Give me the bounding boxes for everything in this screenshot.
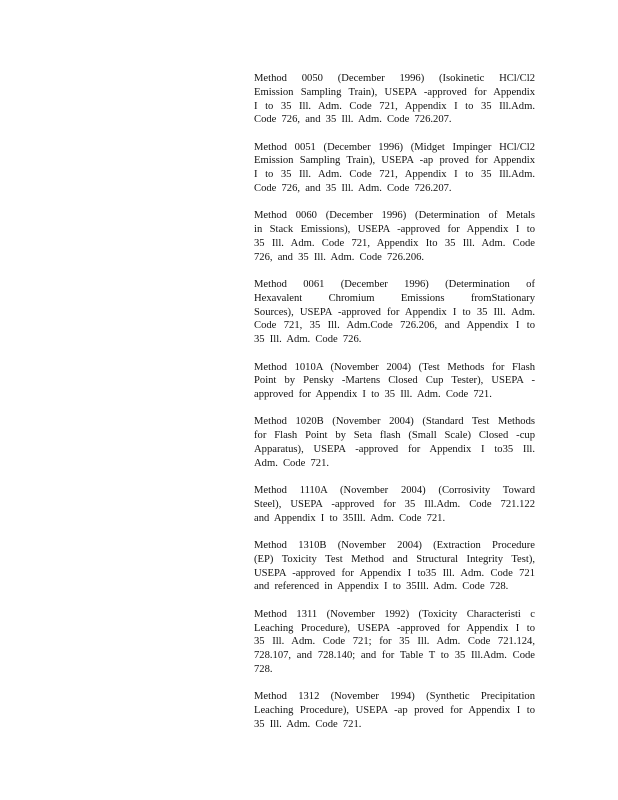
method-entry-0060: [254, 209, 535, 264]
entry-line: approved for Appendix I to 35 Ill. Adm. Code 721.: [254, 389, 492, 401]
entry-line: for Flash Point by Seta flash (Small Scale) Closed -cup: [254, 430, 535, 442]
entry-line: Method 1020B (November 2004) (Standard Test Methods: [254, 416, 535, 428]
entry-line: 35 Ill. Adm. Code 721, Appendix Ito 35 Ill. Adm. Code: [254, 237, 535, 249]
entry-line: USEPA -approved for Appendix I to35 Ill. Adm. Code 721: [254, 567, 535, 579]
entry-line: in Stack Emissions), USEPA -approved for Appendix I to: [254, 224, 535, 236]
method-entry-0051: [254, 141, 535, 196]
entry-line: Adm. Code 721.: [254, 457, 330, 469]
entry-line: Hexavalent Chromium Emissions fromStationary: [254, 292, 535, 304]
entry-line: (EP) Toxicity Test Method and Structural Integrity Test),: [254, 553, 535, 565]
entry-line: Emission Sampling Train), USEPA -approved for Appendix: [254, 86, 535, 98]
entry-line: Code 721, 35 Ill. Adm.Code 726.206, and Appendix I to: [254, 320, 535, 332]
entry-line: 726, and 35 Ill. Adm. Code 726.206.: [254, 251, 425, 263]
entry-line: Leaching Procedure), USEPA -approved for Appendix I to: [254, 622, 535, 634]
method-entry-1312: [254, 690, 535, 731]
entry-line: Sources), USEPA -approved for Appendix I to 35 Ill. Adm.: [254, 306, 535, 318]
entry-line: 728.: [254, 663, 273, 675]
entry-line: and referenced in Appendix I to 35Ill. Adm. Code 728.: [254, 581, 509, 593]
method-entry-0061: [254, 278, 535, 347]
entry-line: Point by Pensky -Martens Closed Cup Tester), USEPA -: [254, 375, 535, 387]
entry-line: Method 1110A (November 2004) (Corrosivity Toward: [254, 485, 535, 497]
entry-line: I to 35 Ill. Adm. Code 721, Appendix I to 35 Ill.Adm.: [254, 100, 535, 112]
method-entry-1310b: [254, 539, 535, 594]
entry-line: Method 0060 (December 1996) (Determination of Metals: [254, 210, 535, 222]
entry-line: and Appendix I to 35Ill. Adm. Code 721.: [254, 512, 446, 524]
entry-line: Method 1311 (November 1992) (Toxicity Characteristi c: [254, 608, 535, 620]
entry-line: 35 Ill. Adm. Code 721; for 35 Ill. Adm. Code 721.124,: [254, 636, 535, 648]
method-entry-1311: [254, 608, 535, 677]
entry-line: I to 35 Ill. Adm. Code 721, Appendix I to 35 Ill.Adm.: [254, 169, 535, 181]
method-entry-1110a: [254, 484, 535, 525]
method-entry-1010a: [254, 361, 535, 402]
entry-line: Method 1310B (November 2004) (Extraction Procedure: [254, 540, 535, 552]
method-entry-1020b: [254, 415, 535, 470]
entry-line: Steel), USEPA -approved for 35 Ill.Adm. Code 721.122: [254, 498, 535, 510]
entry-line: Apparatus), USEPA -approved for Appendix I to35 Ill.: [254, 444, 535, 456]
text-column: [254, 72, 535, 745]
entry-line: 35 Ill. Adm. Code 726.: [254, 334, 362, 346]
entry-line: Code 726, and 35 Ill. Adm. Code 726.207.: [254, 183, 452, 195]
entry-line: Code 726, and 35 Ill. Adm. Code 726.207.: [254, 114, 452, 126]
method-entry-0050: [254, 72, 535, 127]
entry-line: 728.107, and 728.140; and for Table T to 35 Ill.Adm. Code: [254, 650, 535, 662]
entry-line: Method 1010A (November 2004) (Test Methods for Flash: [254, 361, 535, 373]
entry-line: Emission Sampling Train), USEPA -ap proved for Appendix: [254, 155, 535, 167]
entry-line: Method 0061 (December 1996) (Determination of: [254, 279, 535, 291]
entry-line: Leaching Procedure), USEPA -ap proved for Appendix I to: [254, 704, 535, 716]
entry-line: 35 Ill. Adm. Code 721.: [254, 718, 362, 730]
entry-line: Method 0051 (December 1996) (Midget Impinger HCl/Cl2: [254, 141, 535, 153]
entry-line: Method 1312 (November 1994) (Synthetic Precipitation: [254, 691, 535, 703]
entry-line: Method 0050 (December 1996) (Isokinetic HCl/Cl2: [254, 73, 535, 84]
